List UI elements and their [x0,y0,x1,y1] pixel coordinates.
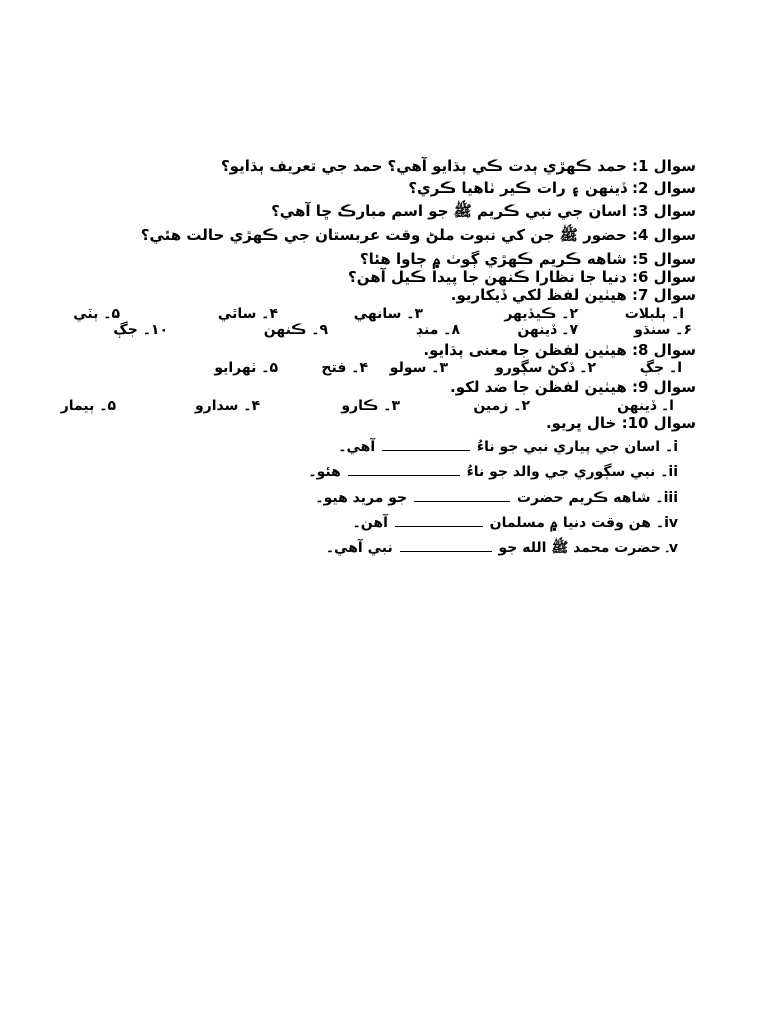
fill-blank-roman: i۔ [664,439,678,455]
question-number: سوال 6: [632,268,696,286]
fill-blank-before: شاهه ڪريم حضرت [516,490,651,506]
fill-blank-after: هئو۔ [308,464,341,480]
answer-blank[interactable] [382,438,470,451]
question-6 [348,268,696,286]
question-2 [408,179,696,197]
fill-blank-roman: iv۔ [655,515,678,531]
question-5 [360,250,696,268]
q9-word-5: ۵۔ ٻيمار [60,398,116,414]
question-text: اسان جي نبي ڪريم ﷺ جو اسم مبارڪ ڇا آهي؟ [271,202,627,220]
question-text: هيٺين لفظ لکي ڏيکاريو. [450,286,627,304]
q7-word-8: ۸۔ منڊ [415,322,460,338]
question-number: سوال 4: [632,226,696,244]
question-text: هيٺين لفظن جا معنى ٻڌايو. [423,341,627,359]
q9-word-3: ۳۔ ڪارو [341,398,400,414]
question-number: سوال 3: [632,202,696,220]
question-text: هيٺين لفظن جا ضد لکو. [450,378,627,396]
fill-blank-item [353,514,678,532]
q7-word-2: ۲۔ ڪيڏيهر [504,306,578,322]
question-number: سوال 2: [632,179,696,197]
answer-blank[interactable] [348,463,460,476]
fill-blank-item [338,438,678,456]
question-number: سوال 8: [632,341,696,359]
question-text: حضور ﷺ جن کي نبوت ملڻ وقت عربستان جي ڪهڙي حالت هئي؟ [140,226,627,244]
question-text: خال ڀريو. [545,414,617,432]
answer-blank[interactable] [395,514,483,527]
q7-word-4: ۴۔ ساٿي [217,306,278,322]
fill-blank-after: آهي۔ [338,439,376,455]
question-number: سوال 1: [632,157,696,175]
question-4 [141,226,696,244]
q9-word-2: ۲۔ زمين [473,398,530,414]
q7-word-9: ۹۔ ڪنهن [263,322,328,338]
q8-word-5: ۵۔ ٺهرايو [214,360,278,376]
fill-blank-roman: iii۔ [655,490,678,506]
question-number: سوال 9: [632,378,696,396]
question-text: ڏينهن ۽ رات ڪير ٺاهيا ڪري؟ [408,179,627,197]
fill-blank-item [308,463,678,481]
q7-word-6: ۶۔ سنڌو [634,322,692,338]
q8-word-3: ۳۔ سولو [389,360,448,376]
question-8 [423,341,696,359]
q8-word-2: ۲۔ ڏکڻ سڳورو [495,360,596,376]
question-number: سوال 10: [621,414,696,432]
q8-word-4: ۴۔ فتح [321,360,368,376]
q7-word-3: ۳۔ سانهي [353,306,423,322]
q9-word-4: ۴۔ سدارو [194,398,260,414]
q7-word-5: ۵۔ ٻٽي [73,306,120,322]
fill-blank-item [315,489,678,507]
fill-blank-roman: v۔ [665,540,678,556]
question-9 [450,378,696,396]
fill-blank-item [326,539,678,557]
q7-word-1: ا۔ ٻلبلات [624,306,684,322]
answer-blank[interactable] [400,539,492,552]
question-10 [546,414,696,432]
q7-word-10: ۱۰۔ جڳ [113,322,168,338]
fill-blank-before: اسان جي پياري نبي جو ناءُ [476,439,661,455]
answer-blank[interactable] [414,489,510,502]
fill-blank-after: جو مريد هيو۔ [315,490,408,506]
q8-word-1: ا۔ جڳ [639,360,682,376]
question-text: دنيا جا نظارا ڪنهن جا پيدا ڪيل آهن؟ [348,268,627,286]
question-text: حمد ڪهڙي ٻدت ڪي ٻڌايو آهي؟ حمد جي تعريف ٻڌايو؟ [220,157,627,175]
fill-blank-before: حضرت محمد ﷺ الله جو [498,540,661,556]
question-7 [451,286,696,304]
q7-word-7: ۷۔ ڏينهن [517,322,578,338]
fill-blank-roman: ii۔ [660,464,678,480]
fill-blank-before: هن وقت دنيا ۾ مسلمان [489,515,651,531]
question-1 [221,157,696,175]
question-number: سوال 7: [632,286,696,304]
question-number: سوال 5: [632,250,696,268]
fill-blank-before: نبي سڳوري جي والد جو ناءُ [466,464,656,480]
question-text: شاهه ڪريم ڪهڙي ڳوٺ ۾ ڄاوا هئا؟ [359,250,627,268]
fill-blank-after: آهن۔ [352,515,388,531]
q9-word-1: ا۔ ڏينهن [617,398,674,414]
question-3 [271,202,696,220]
fill-blank-after: نبي آهي۔ [325,540,393,556]
